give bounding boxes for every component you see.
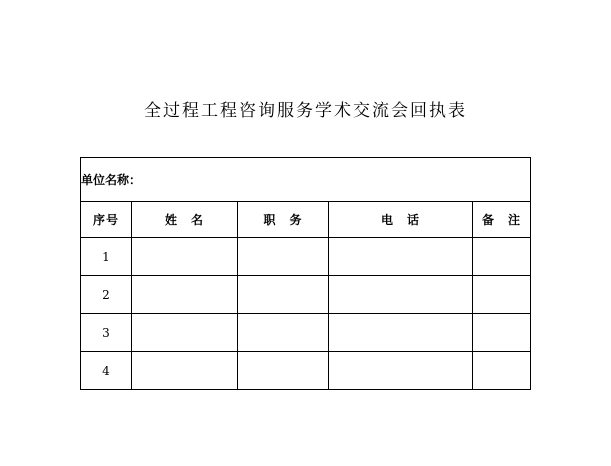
unit-name-label: 单位名称： xyxy=(81,173,142,187)
header-remarks: 备 注 xyxy=(473,202,531,238)
table-row xyxy=(81,314,531,352)
row-index: 1 xyxy=(81,238,132,276)
table-row xyxy=(81,352,531,390)
header-index: 序号 xyxy=(81,202,132,238)
name-cell[interactable] xyxy=(132,314,238,352)
row-index: 2 xyxy=(81,276,132,314)
remarks-cell[interactable] xyxy=(473,352,531,390)
unit-name-cell[interactable] xyxy=(81,158,531,202)
receipt-form-table xyxy=(80,157,531,390)
row-index: 3 xyxy=(81,314,132,352)
position-cell[interactable] xyxy=(238,314,329,352)
row-index: 4 xyxy=(81,352,132,390)
header-name: 姓 名 xyxy=(132,202,238,238)
phone-cell[interactable] xyxy=(329,352,473,390)
table-header-row xyxy=(81,202,531,238)
name-cell[interactable] xyxy=(132,276,238,314)
position-cell[interactable] xyxy=(238,352,329,390)
table-row xyxy=(81,238,531,276)
phone-cell[interactable] xyxy=(329,276,473,314)
phone-cell[interactable] xyxy=(329,238,473,276)
unit-name-row xyxy=(81,158,531,202)
position-cell[interactable] xyxy=(238,238,329,276)
name-cell[interactable] xyxy=(132,238,238,276)
name-cell[interactable] xyxy=(132,352,238,390)
header-phone: 电 话 xyxy=(329,202,473,238)
phone-cell[interactable] xyxy=(329,314,473,352)
remarks-cell[interactable] xyxy=(473,238,531,276)
position-cell[interactable] xyxy=(238,276,329,314)
table-row xyxy=(81,276,531,314)
remarks-cell[interactable] xyxy=(473,314,531,352)
form-title: 全过程工程咨询服务学术交流会回执表 xyxy=(144,101,467,121)
remarks-cell[interactable] xyxy=(473,276,531,314)
header-position: 职 务 xyxy=(238,202,329,238)
